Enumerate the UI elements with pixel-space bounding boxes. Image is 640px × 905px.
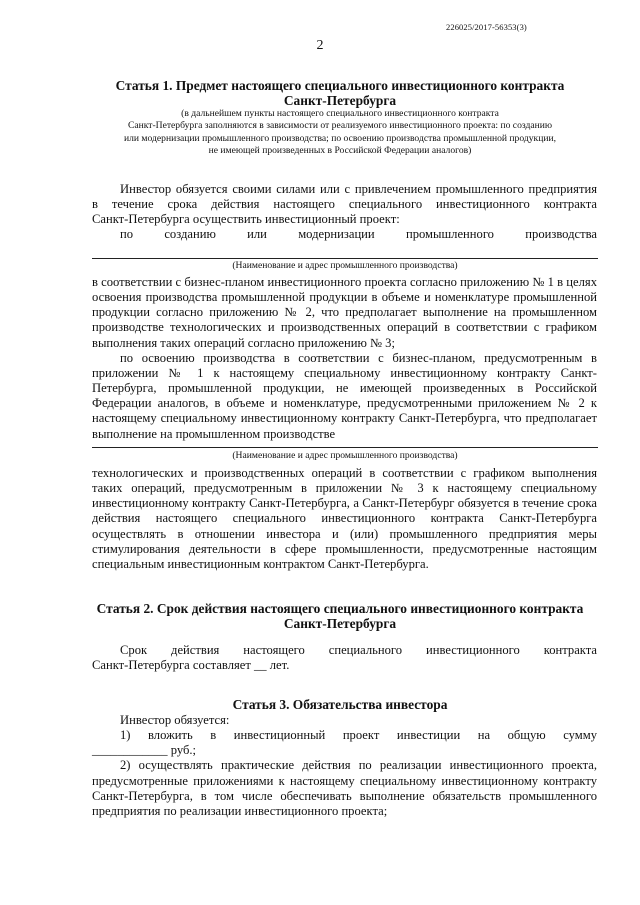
text-line: Срок действия настоящего специального инвестиционного контракта (120, 643, 597, 657)
article1-paragraph1 (92, 182, 597, 243)
article1-title-line2: Санкт-Петербурга (283, 93, 397, 108)
article3-title: Статья 3. Обязательства инвестора (232, 697, 448, 712)
page-number: 2 (316, 38, 324, 53)
article1-title (90, 78, 590, 108)
caption-production-address: (Наименование и адрес промышленного производства) (232, 450, 458, 461)
note-line: или модернизации промышленного производства; по освоению производства промышленной продукции, (123, 132, 557, 144)
article1-paragraph5 (92, 466, 597, 572)
article3-body (92, 713, 597, 819)
text-line: 1) вложить в инвестиционный проект инвестиции на общую сумму (120, 728, 597, 743)
text-line: Инвестор обязуется: (120, 713, 230, 727)
text-paragraph: технологических и производственных операций в соответствии с графиком выполнения таких операций, предусмотренным в приложении № 3 к настоящему специальному инвестиционному контракту Санкт-Петербурга, а Санкт-Петербург обязуется в течение срока действия настоящего специального инвестиционного контракта Санкт-Петербурга осуществлять в отношении инвестора и (или) промышленного предприятия меры стимулирования деятельности в сфере промышленности, предусмотренные настоящим специальным инвестиционным контрактом Санкт-Петербурга. (92, 466, 597, 571)
article1-title-line1: Статья 1. Предмет настоящего специального инвестиционного контракта (115, 78, 565, 93)
article1-note (90, 108, 590, 157)
caption-production-address: (Наименование и адрес промышленного производства) (232, 260, 458, 271)
article2-paragraph (92, 643, 597, 673)
text-paragraph: в соответствии с бизнес-планом инвестиционного проекта согласно приложению № 1 в целях освоения производства промышленной продукции в объеме и номенклатуре промышленной продукции согласно приложению № 2, что предполагает выполнение на промышленном производстве технологических и производственных операций в соответствии с графиком выполнения таких операций согласно приложению № 3; (92, 275, 597, 350)
article2-title (90, 601, 590, 631)
fill-in-line (92, 258, 598, 259)
note-line: (в дальнейшем пункты настоящего специального инвестиционного контракта (181, 108, 499, 119)
article1-paragraph3 (92, 275, 597, 442)
article2-title-line2: Санкт-Петербурга (283, 616, 397, 631)
text-line: по созданию или модернизации промышленного производства (120, 227, 597, 242)
text-line: ____________ руб.; (92, 743, 197, 758)
text-line: в течение срока действия настоящего специального инвестиционного контракта (92, 197, 597, 212)
note-line: Санкт-Петербурга заполняются в зависимости от реализуемого инвестиционного проекта: по созданию (127, 120, 553, 132)
text-paragraph: по освоению производства в соответствии с бизнес-планом, предусмотренным в приложении № 1 к настоящему специальному инвестиционному контракту Санкт-Петербурга, промышленной продукции, не имеющей произведенных в Российской Федерации аналогов, в объеме и номенклатуре, предусмотренными приложением № 2 к настоящему специальному инвестиционному контракту Санкт-Петербурга, что предполагает выполнение на промышленном производстве (92, 350, 597, 441)
article2-title-line1: Статья 2. Срок действия настоящего специального инвестиционного контракта (96, 601, 584, 616)
text-line: Санкт-Петербурга составляет __ лет. (92, 658, 290, 673)
text-paragraph: 2) осуществлять практические действия по реализации инвестиционного проекта, предусмотренные приложениями к настоящему специальному инвестиционному контракту Санкт-Петербурга, в том числе обеспечивать выполнение обязательств промышленного предприятия по реализации инвестиционного проекта; (92, 758, 597, 818)
text-line: Инвестор обязуется своими силами или с привлечением промышленного предприятия (120, 182, 597, 196)
document-number: 226025/2017-56353(3) (446, 22, 527, 32)
note-line: не имеющей произведенных в Российской Федерации аналогов) (208, 144, 472, 156)
text-line: Санкт-Петербурга осуществить инвестиционный проект: (92, 212, 400, 227)
fill-in-line (92, 447, 598, 448)
